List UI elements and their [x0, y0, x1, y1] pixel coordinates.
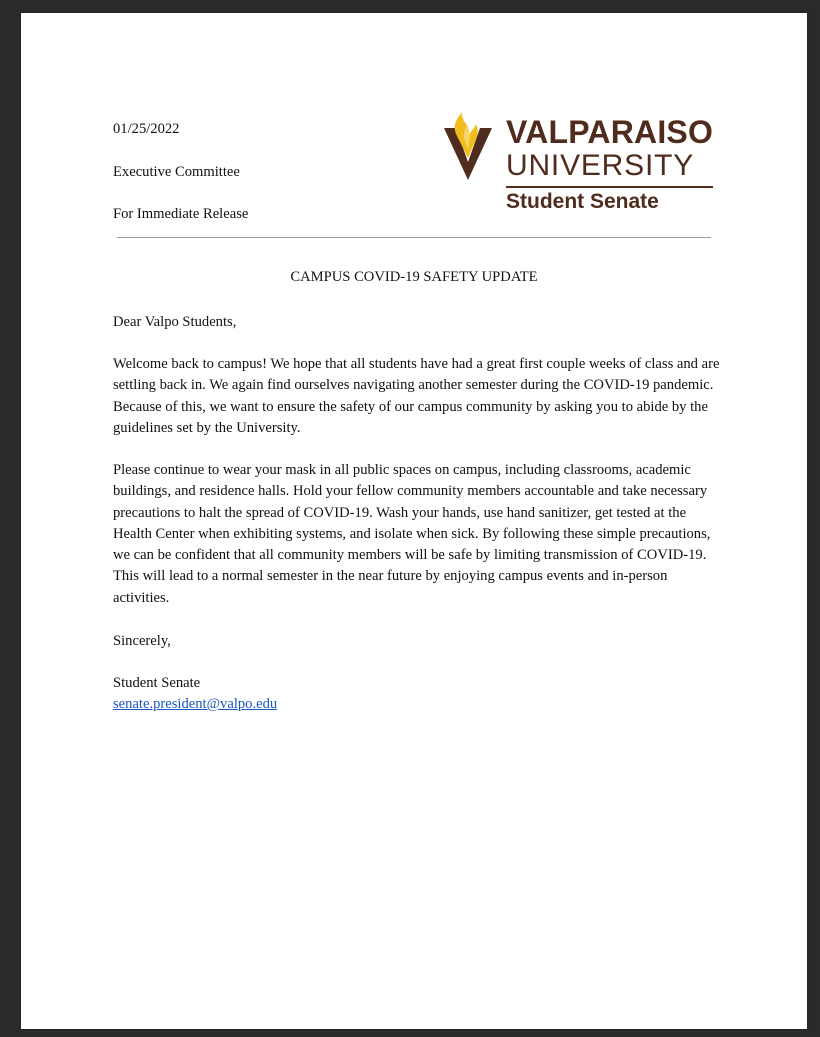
email-link[interactable]: senate.president@valpo.edu	[113, 696, 278, 712]
release-line: For Immediate Release	[113, 206, 249, 222]
document-title: CAMPUS COVID-19 SAFETY UPDATE	[290, 269, 538, 285]
paragraph-welcome: Welcome back to campus! We hope that all students have had a great first couple weeks of class and are settling back in. We again find ourselves navigating another semester during the COVID-19 pandemic. Because of this, we want to ensure the safety of our campus community by asking you to abide by the guidelines set by the University.	[113, 356, 720, 436]
document-page	[21, 13, 807, 1029]
logo-line-university: UNIVERSITY	[506, 149, 695, 182]
logo-divider	[506, 186, 713, 188]
paragraph-precautions: Please continue to wear your mask in all public spaces on campus, including classrooms, academic buildings, and residence halls. Hold your fellow community members accountable and take necessary precautions to halt the spread of COVID-19. Wash your hands, use hand sanitizer, get tested at the Health Center when exhibiting systems, and isolate when sick. By following these simple precautions, we can be confident that all community members will be safe by limiting transmission of COVID-19. This will lead to a normal semester in the near future by enjoying campus events and in-person activities.	[113, 462, 711, 606]
closing: Sincerely,	[113, 633, 171, 649]
logo-line-student-senate: Student Senate	[506, 190, 659, 213]
university-logo	[442, 108, 722, 218]
signature-name: Student Senate	[113, 675, 201, 691]
date-line: 01/25/2022	[113, 121, 180, 137]
salutation: Dear Valpo Students,	[113, 314, 237, 330]
signature-email-wrapper	[113, 694, 723, 715]
shield-flame-icon	[442, 110, 494, 182]
from-line: Executive Committee	[113, 164, 240, 180]
logo-line-valparaiso: VALPARAISO	[506, 114, 714, 150]
header-divider	[117, 237, 711, 238]
